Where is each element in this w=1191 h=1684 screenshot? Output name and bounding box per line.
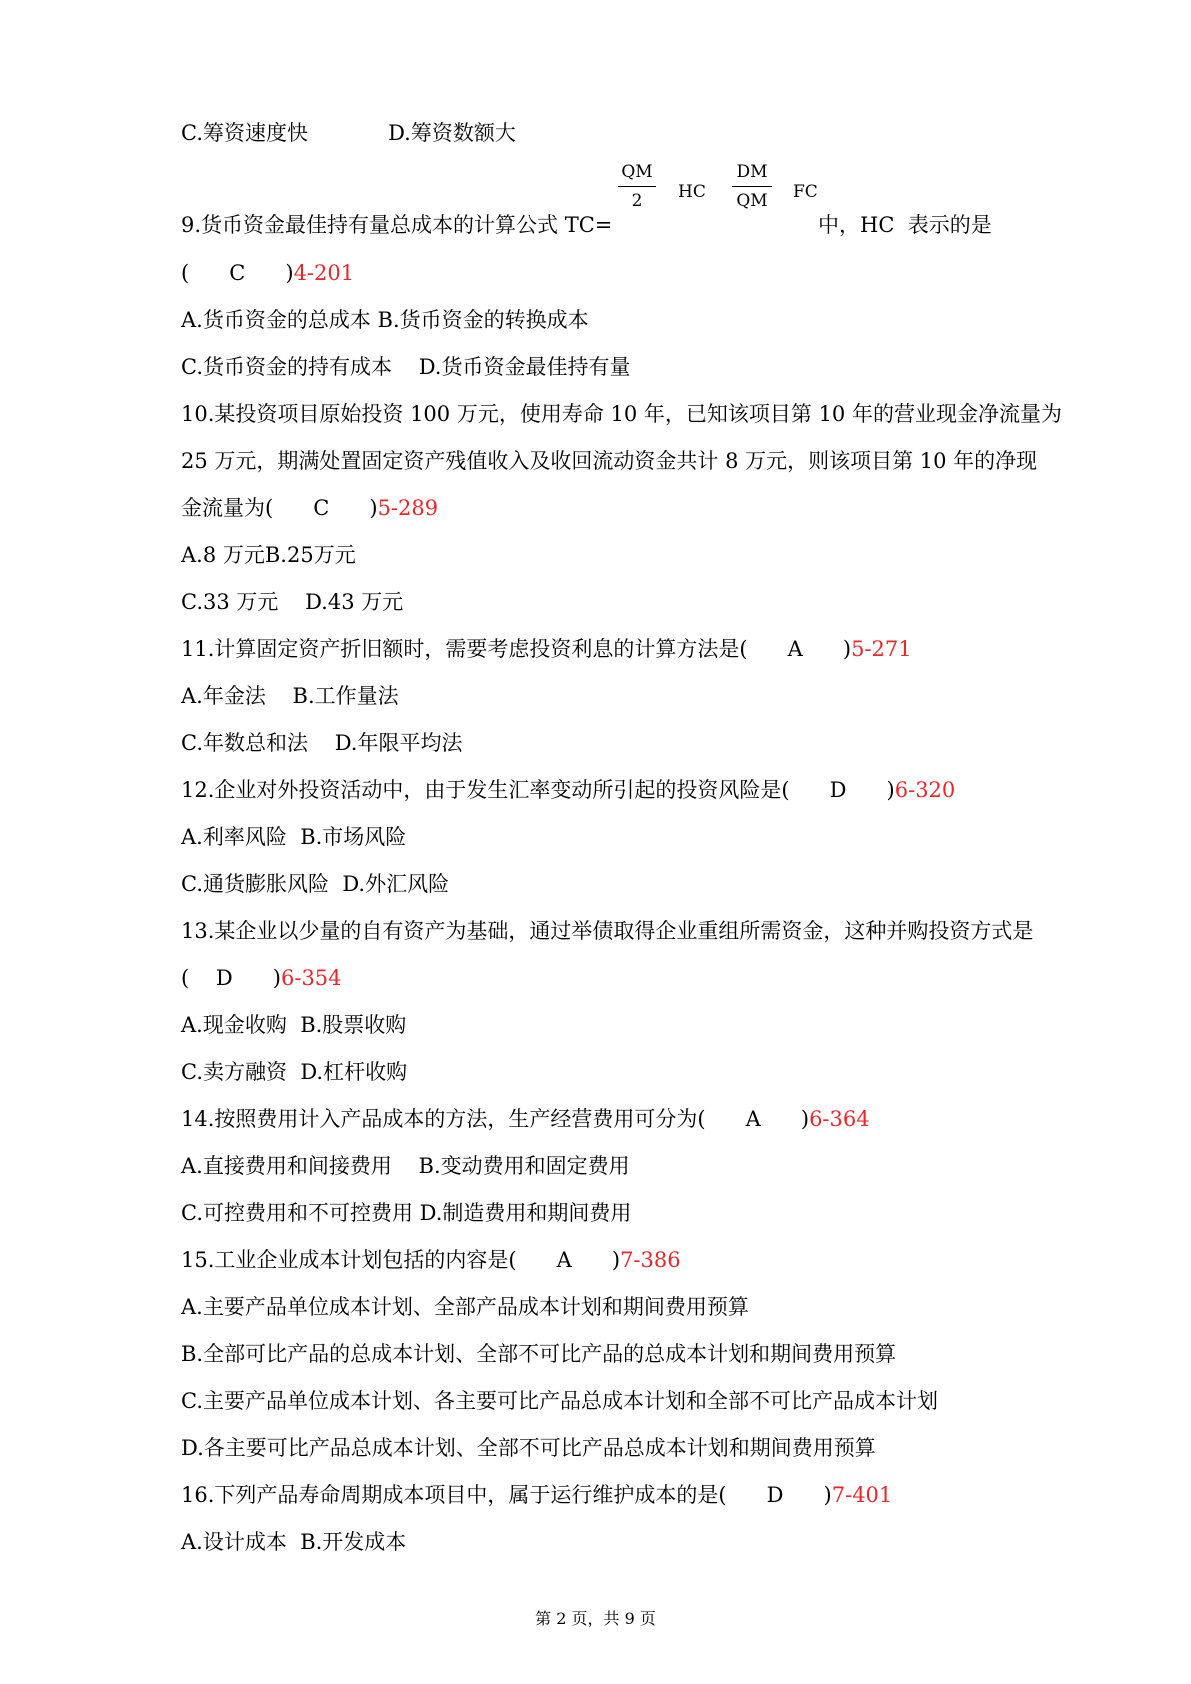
q13-stem-line-1: 13.某企业以少量的自有资产为基础，通过举债取得企业重组所需资金，这种并购投资方式是 xyxy=(181,919,1034,943)
formula-fraction-qm-over-2: QM 2 xyxy=(618,162,656,211)
q9-options-cd: C.货币资金的持有成本 D.货币资金最佳持有量 xyxy=(181,355,631,379)
q9-stem-prefix: 9.货币资金最佳持有量总成本的计算公式 TC= xyxy=(181,213,613,237)
q10-stem-line-2: 25 万元，期满处置固定资产残值收入及收回流动资金共计 8 万元，则该项目第 10 年的净现 xyxy=(181,449,1038,473)
q9-options-ab: A.货币资金的总成本 B.货币资金的转换成本 xyxy=(181,308,589,332)
q15-option-b: B.全部可比产品的总成本计划、全部不可比产品的总成本计划和期间费用预算 xyxy=(181,1342,897,1366)
q13-options-ab: A.现金收购 B.股票收购 xyxy=(181,1013,407,1037)
q16-page-reference: 7-401 xyxy=(831,1483,893,1507)
formula-term-fc: FC xyxy=(793,182,818,202)
q13-answer-line: ( D )6-354 xyxy=(181,966,342,990)
q9-stem-suffix: 中，HC 表示的是 xyxy=(818,213,992,237)
q10-options-ab: A.8 万元B.25万元 xyxy=(181,543,356,567)
q15-page-reference: 7-386 xyxy=(620,1248,681,1272)
q10-stem-line-1: 10.某投资项目原始投资 100 万元，使用寿命 10 年，已知该项目第 10 年的营业现金净流量为 xyxy=(181,402,1062,426)
q15-option-c: C.主要产品单位成本计划、各主要可比产品总成本计划和全部不可比产品成本计划 xyxy=(181,1389,938,1413)
q10-answer-line: 金流量为( C )5-289 xyxy=(181,496,439,520)
q15-option-a: A.主要产品单位成本计划、全部产品成本计划和期间费用预算 xyxy=(181,1295,749,1319)
q11-options-ab: A.年金法 B.工作量法 xyxy=(181,684,399,708)
q9-page-reference: 4-201 xyxy=(293,261,355,285)
formula-fraction-dm-over-qm: DM QM xyxy=(732,162,772,211)
q11-stem: 11.计算固定资产折旧额时，需要考虑投资利息的计算方法是( A )5-271 xyxy=(181,637,912,661)
q12-page-reference: 6-320 xyxy=(894,778,956,802)
q11-page-reference: 5-271 xyxy=(851,637,912,661)
formula-term-hc: HC xyxy=(678,182,706,202)
q13-options-cd: C.卖方融资 D.杠杆收购 xyxy=(181,1060,408,1084)
q10-page-reference: 5-289 xyxy=(377,496,439,520)
q12-stem: 12.企业对外投资活动中，由于发生汇率变动所引起的投资风险是( D )6-320 xyxy=(181,778,956,802)
q14-stem: 14.按照费用计入产品成本的方法，生产经营费用可分为( A )6-364 xyxy=(181,1107,870,1131)
q16-stem: 16.下列产品寿命周期成本项目中，属于运行维护成本的是( D )7-401 xyxy=(181,1483,893,1507)
q15-option-d: D.各主要可比产品总成本计划、全部不可比产品总成本计划和期间费用预算 xyxy=(181,1436,876,1460)
page-footer: 第 2 页，共 9 页 xyxy=(535,1609,656,1628)
q16-options-ab: A.设计成本 B.开发成本 xyxy=(181,1530,407,1554)
q10-options-cd: C.33 万元 D.43 万元 xyxy=(181,590,404,614)
q14-page-reference: 6-364 xyxy=(809,1107,870,1131)
q13-page-reference: 6-354 xyxy=(280,966,342,990)
q12-options-cd: C.通货膨胀风险 D.外汇风险 xyxy=(181,872,450,896)
q12-options-ab: A.利率风险 B.市场风险 xyxy=(181,825,407,849)
q8-options-cd: C.筹资速度快 D.筹资数额大 xyxy=(181,121,516,145)
q15-stem: 15.工业企业成本计划包括的内容是( A )7-386 xyxy=(181,1248,681,1272)
q11-options-cd: C.年数总和法 D.年限平均法 xyxy=(181,731,463,755)
q9-answer-line: ( C )4-201 xyxy=(181,261,355,285)
q14-options-ab: A.直接费用和间接费用 B.变动费用和固定费用 xyxy=(181,1154,630,1178)
q14-options-cd: C.可控费用和不可控费用 D.制造费用和期间费用 xyxy=(181,1201,632,1225)
